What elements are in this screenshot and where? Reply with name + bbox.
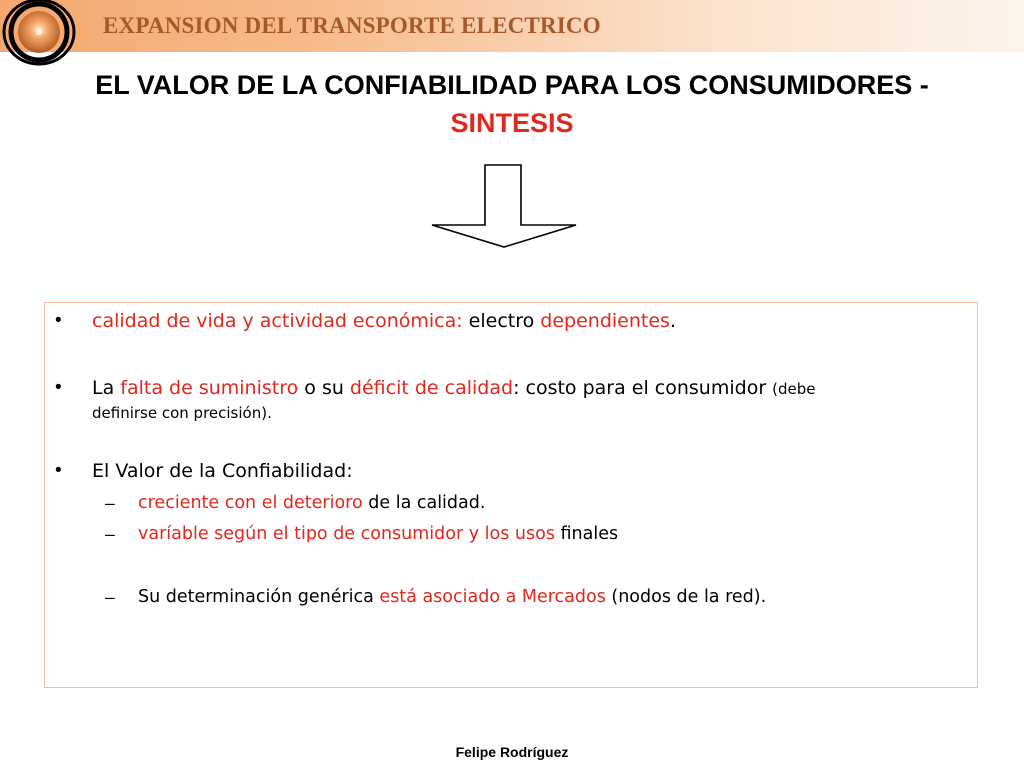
bullet-text: dependientes (540, 310, 670, 332)
sub-bullet-item-1 (138, 492, 485, 514)
sub-bullet-text: de la calidad. (362, 493, 486, 513)
bullet-text: electro (462, 310, 541, 332)
bullet-item-1 (92, 309, 676, 333)
bullet-text: (debe (772, 380, 816, 398)
sub-bullet-text: creciente con el deterioro (138, 493, 363, 513)
slide-title-line2: SINTESIS (450, 108, 574, 138)
sub-bullet-text: Su determinación genérica (138, 587, 380, 607)
bullet-item-3 (92, 459, 353, 483)
bullet-text: . (669, 310, 676, 332)
footer-author: Felipe Rodríguez (455, 744, 569, 760)
slide-title-line1: EL VALOR DE LA CONFIABILIDAD PARA LOS CONSUMIDORES - (95, 70, 929, 100)
sub-bullet-item-2 (138, 523, 618, 545)
bullet-marker: • (55, 460, 62, 481)
sub-bullet-text: finales (554, 524, 619, 544)
bullet-marker: • (55, 377, 62, 398)
sub-bullet-marker: – (105, 587, 115, 607)
bullet-item-2-continuation: definirse con precisión). (92, 404, 272, 422)
sub-bullet-text: varíable según el tipo de consumidor y los usos (138, 524, 555, 544)
sub-bullet-text: (nodos de la red). (605, 587, 767, 607)
sub-bullet-marker: – (105, 493, 115, 513)
bullet-item-2 (92, 376, 816, 401)
bullet-text: déficit de calidad (349, 377, 514, 399)
bullet-text: o su (298, 377, 350, 399)
sub-bullet-marker: – (105, 524, 115, 544)
bullet-marker: • (55, 310, 62, 331)
header-title: EXPANSION DEL TRANSPORTE ELECTRICO (103, 13, 601, 38)
bullet-text: calidad de vida y actividad económica: (92, 310, 463, 332)
bullet-text: El Valor de la Confiabilidad: (92, 460, 353, 482)
logo-icon (0, 0, 80, 70)
bullet-text: : costo para el consumidor (513, 377, 773, 399)
slide-title (60, 66, 964, 142)
sub-bullet-text: está asociado a Mercados (379, 587, 606, 607)
bullet-text: La (92, 377, 121, 399)
bullet-text: falta de suministro (120, 377, 299, 399)
sub-bullet-item-3 (138, 586, 766, 608)
down-arrow-icon (428, 163, 580, 249)
